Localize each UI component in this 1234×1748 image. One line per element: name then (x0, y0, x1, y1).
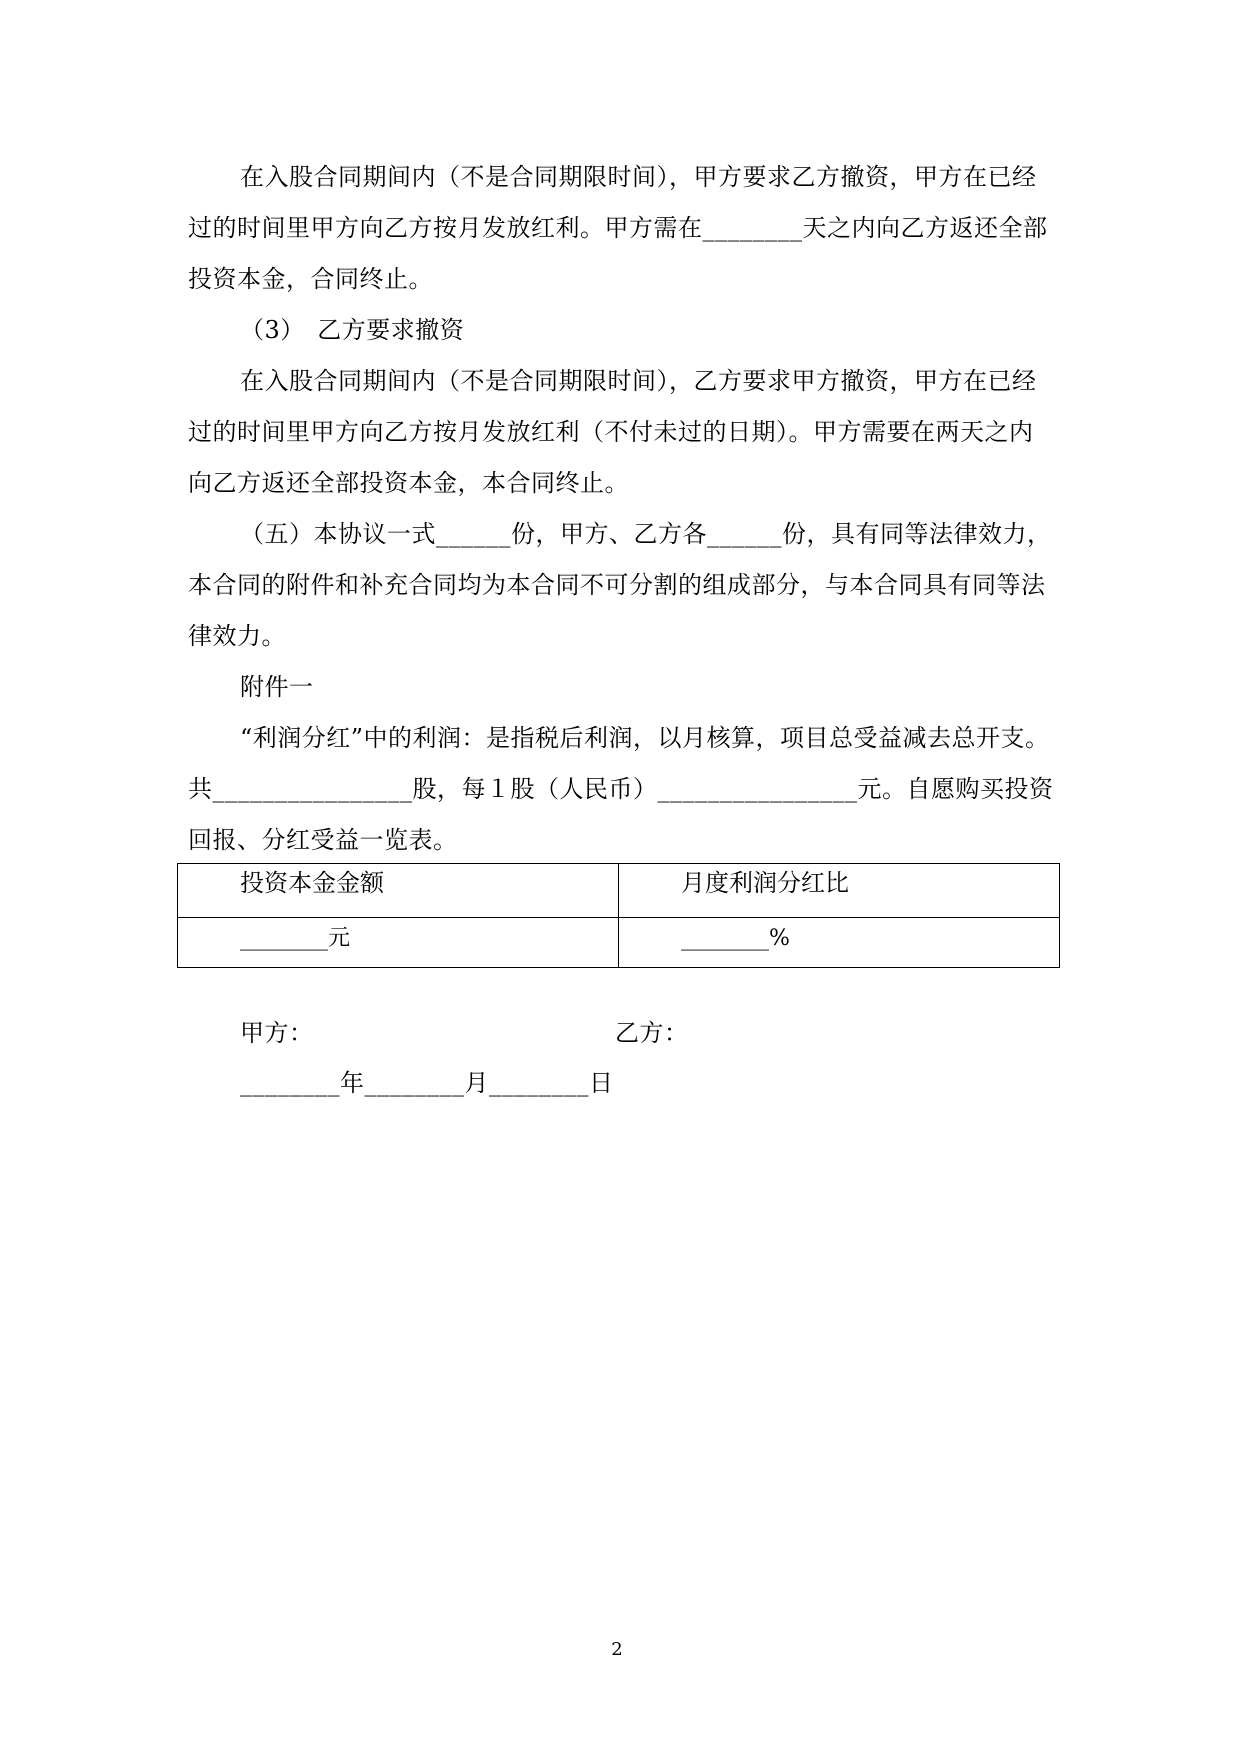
paragraph-party-a-withdraw: 在入股合同期间内（不是合同期限时间），甲方要求乙方撤资，甲方在已经过的时间里甲方向乙方按月发放红利。甲方需在________天之内向乙方返还全部投资本金，合同终止。 (188, 163, 1048, 293)
principal-amount-blank: ________元 (240, 926, 351, 951)
header-monthly-dividend-ratio: 月度利润分红比 (681, 869, 849, 897)
party-b-signature-label: 乙方： (615, 1019, 689, 1047)
table-row (178, 918, 1060, 968)
table-cell (619, 918, 1060, 968)
paragraph-heading-party-b-withdraw: （3） 乙方要求撤资 (240, 316, 465, 344)
table-header-cell (178, 864, 619, 918)
investment-return-table (177, 863, 1060, 968)
dividend-ratio-blank: ________% (681, 926, 790, 951)
paragraph-attachment-title: 附件一 (240, 673, 314, 701)
table-cell (178, 918, 619, 968)
page-number: 2 (611, 1639, 623, 1660)
party-a-signature-label: 甲方： (240, 1019, 314, 1047)
signature-date-line: ________年________月________日 (240, 1069, 614, 1097)
paragraph-copies-clause: （五）本协议一式______份，甲方、乙方各______份，具有同等法律效力，本合同的附件和补充合同均为本合同不可分割的组成部分，与本合同具有同等法律效力。 (188, 520, 1052, 650)
paragraph-profit-definition: “利润分红”中的利润：是指税后利润，以月核算，项目总受益减去总开支。共________________股，每１股（人民币）________________元。自愿购买投资回报、分红受益一览表。 (188, 724, 1054, 854)
header-principal-amount: 投资本金金额 (240, 869, 384, 897)
paragraph-party-b-withdraw: 在入股合同期间内（不是合同期限时间），乙方要求甲方撤资，甲方在已经过的时间里甲方向乙方按月发放红利（不付未过的日期）。甲方需要在两天之内向乙方返还全部投资本金，本合同终止。 (188, 367, 1037, 497)
table-header-cell (619, 864, 1060, 918)
table-header-row (178, 864, 1060, 918)
